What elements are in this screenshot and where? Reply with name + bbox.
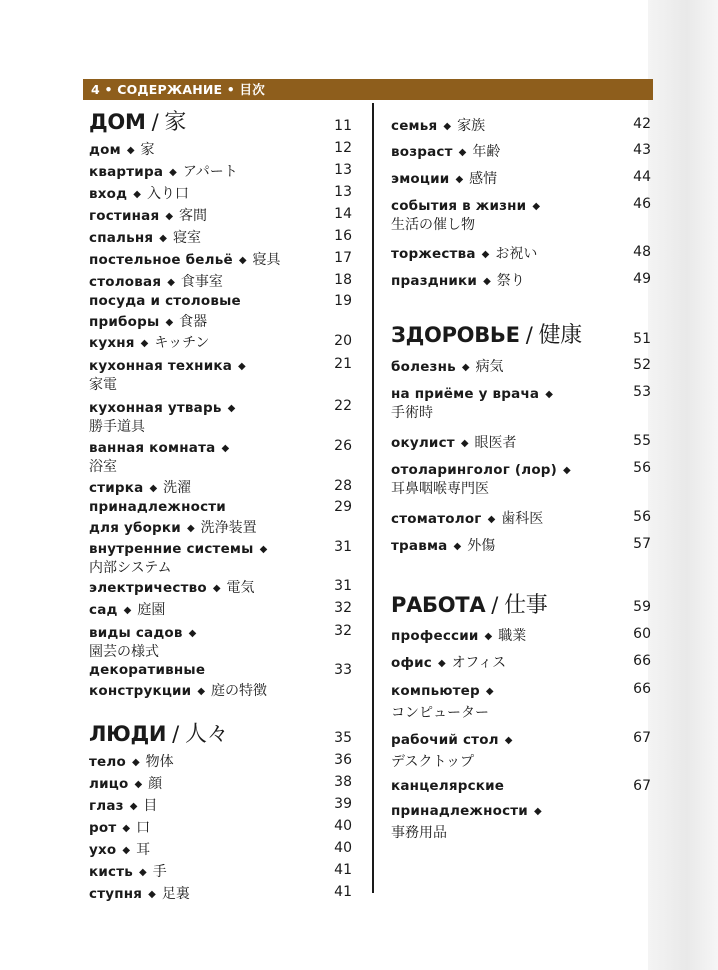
entry-jp: 洗浄装置 — [200, 520, 257, 536]
section-title-ru: ЗДОРОВЬЕ — [391, 323, 520, 347]
entry-page: 17 — [334, 250, 352, 266]
entry-jp: 洗濯 — [163, 480, 192, 496]
diamond-bullet-icon: ◆ — [139, 867, 147, 878]
section-title-slash: / — [151, 110, 159, 134]
entry-term-line2: конструкции — [89, 683, 192, 699]
entry-page: 19 — [334, 293, 352, 309]
entry-page: 42 — [633, 116, 651, 132]
entry-jp: 目 — [143, 798, 158, 814]
toc-entry-r5[interactable] — [391, 270, 525, 291]
entry-term-line2: приборы — [89, 314, 160, 330]
diamond-bullet-icon: ◆ — [123, 605, 132, 616]
entry-page: 13 — [334, 184, 352, 200]
entry-jp: 電気 — [226, 580, 255, 596]
column-divider — [372, 103, 374, 893]
entry-page: 40 — [334, 818, 352, 834]
section-title-jp: 健康 — [538, 323, 582, 348]
entry-page: 31 — [334, 578, 352, 594]
entry-term: принадлежности — [89, 499, 226, 515]
section-title-ru: РАБОТА — [391, 593, 486, 617]
toc-entry-3[interactable] — [89, 205, 207, 226]
section-title-jp: 人々 — [184, 722, 229, 747]
entry-term: декоративные — [89, 662, 206, 678]
entry-term: компьютер — [391, 683, 480, 699]
entry-term: ванная комната — [89, 440, 216, 456]
toc-entry-23[interactable] — [89, 839, 150, 860]
toc-entry-9[interactable] — [89, 355, 252, 395]
entry-term: кухня — [89, 335, 135, 351]
entry-term: глаз — [89, 798, 124, 814]
toc-entry-r0[interactable] — [391, 115, 485, 136]
entry-jp: 年齢 — [472, 144, 501, 160]
entry-jp: 眼医者 — [474, 435, 517, 451]
entry-term: окулист — [391, 435, 455, 451]
toc-entry-2[interactable] — [89, 183, 189, 204]
entry-term: дом — [89, 142, 121, 158]
entry-term: сад — [89, 602, 118, 618]
entry-jp: 足裏 — [161, 886, 190, 902]
entry-page: 33 — [334, 662, 352, 678]
entry-term: ступня — [89, 886, 143, 902]
entry-term: ухо — [89, 842, 117, 858]
entry-page: 12 — [334, 140, 352, 156]
toc-entry-22[interactable] — [89, 817, 150, 838]
diamond-bullet-icon: ◆ — [458, 147, 467, 158]
entry-jp: 手 — [152, 864, 167, 880]
section-title-slash: / — [525, 323, 533, 347]
entry-jp: 園芸の様式 — [89, 644, 159, 660]
entry-term: события в жизни — [391, 198, 527, 214]
entry-page: 57 — [633, 536, 651, 552]
toc-entry-11[interactable] — [89, 437, 235, 477]
entry-term: праздники — [391, 273, 478, 289]
diamond-bullet-icon: ◆ — [129, 801, 138, 812]
entry-term: стирка — [89, 480, 144, 496]
entry-term: торжества — [391, 246, 476, 262]
entry-jp: 事務用品 — [391, 825, 447, 841]
toc-entry-7[interactable] — [89, 292, 241, 332]
entry-term: вход — [89, 186, 128, 202]
entry-page: 53 — [633, 384, 651, 400]
diamond-bullet-icon: ◆ — [455, 174, 464, 185]
entry-term: гостиная — [89, 208, 160, 224]
toc-entry-r6[interactable] — [391, 356, 504, 377]
entry-jp: 物体 — [145, 754, 174, 770]
diamond-bullet-icon: ◆ — [122, 845, 131, 856]
entry-page: 55 — [633, 433, 651, 449]
diamond-bullet-icon: ◆ — [487, 514, 496, 525]
diamond-bullet-icon: ◆ — [461, 362, 470, 373]
diamond-bullet-icon: ◆ — [238, 255, 247, 266]
diamond-bullet-icon: ◆ — [481, 249, 490, 260]
diamond-bullet-icon: ◆ — [545, 389, 553, 400]
entry-page: 41 — [334, 884, 352, 900]
toc-entry-19[interactable] — [89, 751, 174, 772]
toc-entry-20[interactable] — [89, 773, 162, 794]
entry-page: 60 — [633, 626, 651, 642]
header-bar: 4 • СОДЕРЖАНИЕ • 目次 — [83, 79, 653, 100]
page-edge-shadow — [648, 0, 718, 970]
diamond-bullet-icon: ◆ — [437, 658, 446, 669]
diamond-bullet-icon: ◆ — [221, 443, 230, 454]
entry-jp: 浴室 — [89, 459, 117, 475]
diamond-bullet-icon: ◆ — [212, 583, 221, 594]
toc-entry-4[interactable] — [89, 227, 201, 248]
entry-jp: 職業 — [498, 628, 527, 644]
entry-jp: 食器 — [179, 314, 208, 330]
entry-jp: 病気 — [475, 359, 504, 375]
toc-entry-r11[interactable] — [391, 535, 495, 556]
diamond-bullet-icon: ◆ — [133, 189, 141, 200]
entry-term: кухонная утварь — [89, 400, 222, 416]
toc-entry-1[interactable] — [89, 161, 238, 182]
toc-entry-r16[interactable] — [391, 777, 548, 843]
diamond-bullet-icon: ◆ — [126, 145, 135, 156]
diamond-bullet-icon: ◆ — [238, 361, 246, 372]
entry-term: рот — [89, 820, 117, 836]
entry-term: канцелярские — [391, 778, 505, 794]
entry-jp: お祝い — [495, 246, 538, 262]
entry-page: 26 — [334, 438, 352, 454]
entry-term: квартира — [89, 164, 164, 180]
diamond-bullet-icon: ◆ — [167, 277, 175, 288]
section-title-slash: / — [172, 722, 179, 746]
section-page-work: 59 — [633, 599, 651, 615]
entry-jp: 歯科医 — [501, 511, 544, 527]
toc-entry-0[interactable] — [89, 139, 155, 160]
entry-jp: 家 — [140, 142, 155, 158]
toc-entry-15[interactable] — [89, 577, 255, 598]
entry-jp: 入り口 — [146, 186, 189, 202]
toc-entry-r9[interactable] — [391, 459, 577, 499]
entry-term-line2: принадлежности — [391, 803, 528, 819]
entry-page: 52 — [633, 357, 651, 373]
entry-page: 31 — [334, 539, 352, 555]
entry-term: рабочий стол — [391, 732, 499, 748]
entry-jp: キッチン — [154, 335, 210, 351]
section-title-ru: ДОМ — [89, 110, 146, 134]
diamond-bullet-icon: ◆ — [483, 276, 491, 287]
toc-entry-r15[interactable] — [391, 729, 518, 772]
diamond-bullet-icon: ◆ — [165, 211, 174, 222]
section-page-health: 51 — [633, 331, 651, 347]
entry-page: 13 — [334, 162, 352, 178]
entry-term: столовая — [89, 274, 162, 290]
entry-page: 18 — [334, 272, 352, 288]
entry-term: тело — [89, 754, 126, 770]
entry-jp: 顔 — [148, 776, 163, 792]
diamond-bullet-icon: ◆ — [131, 757, 140, 768]
entry-term: семья — [391, 118, 438, 134]
entry-term: кухонная техника — [89, 358, 233, 374]
toc-entry-6[interactable] — [89, 271, 223, 292]
entry-term: стоматолог — [391, 511, 482, 527]
entry-jp: オフィス — [451, 655, 507, 671]
entry-page: 32 — [334, 623, 352, 639]
section-title-health — [391, 322, 582, 349]
entry-page: 22 — [334, 398, 352, 414]
diamond-bullet-icon: ◆ — [485, 686, 494, 697]
entry-page: 32 — [334, 600, 352, 616]
entry-jp: アパート — [182, 164, 238, 180]
entry-jp: デスクトップ — [391, 754, 475, 770]
diamond-bullet-icon: ◆ — [504, 735, 513, 746]
toc-entry-r1[interactable] — [391, 141, 500, 162]
diamond-bullet-icon: ◆ — [134, 779, 143, 790]
section-title-people — [89, 721, 228, 748]
section-title-slash: / — [491, 593, 499, 617]
entry-jp: 生活の催し物 — [391, 217, 475, 233]
diamond-bullet-icon: ◆ — [484, 631, 493, 642]
diamond-bullet-icon: ◆ — [188, 628, 197, 639]
toc-entry-r14[interactable] — [391, 680, 500, 723]
diamond-bullet-icon: ◆ — [148, 889, 156, 900]
entry-term: болезнь — [391, 359, 456, 375]
entry-term: профессии — [391, 628, 479, 644]
entry-page: 66 — [633, 681, 651, 697]
entry-jp: 耳 — [136, 842, 151, 858]
entry-term: травма — [391, 538, 448, 554]
toc-entry-14[interactable] — [89, 538, 273, 578]
entry-jp: 祭り — [496, 273, 525, 289]
entry-jp: 庭の特徴 — [211, 683, 268, 699]
toc-entry-17[interactable] — [89, 622, 202, 662]
entry-term: кисть — [89, 864, 133, 880]
entry-page: 14 — [334, 206, 352, 222]
entry-term: офис — [391, 655, 432, 671]
toc-entry-10[interactable] — [89, 397, 241, 437]
section-page-people: 35 — [334, 730, 352, 746]
diamond-bullet-icon: ◆ — [227, 403, 236, 414]
entry-term: на приёме у врача — [391, 386, 540, 402]
entry-page: 56 — [633, 509, 651, 525]
entry-jp: 家電 — [89, 377, 117, 393]
entry-page: 36 — [334, 752, 352, 768]
entry-jp: 勝手道具 — [89, 419, 145, 435]
entry-term: электричество — [89, 580, 207, 596]
entry-jp: 寝室 — [172, 230, 201, 246]
toc-entry-21[interactable] — [89, 795, 157, 816]
entry-jp: 感情 — [469, 171, 498, 187]
entry-page: 40 — [334, 840, 352, 856]
toc-entry-24[interactable] — [89, 861, 167, 882]
entry-page: 21 — [334, 356, 352, 372]
entry-page: 20 — [334, 333, 352, 349]
toc-entry-18[interactable] — [89, 661, 267, 701]
diamond-bullet-icon: ◆ — [532, 201, 541, 212]
entry-term: виды садов — [89, 625, 183, 641]
diamond-bullet-icon: ◆ — [122, 823, 131, 834]
entry-jp: 寝具 — [252, 252, 281, 268]
toc-entry-r10[interactable] — [391, 508, 543, 529]
entry-page: 28 — [334, 478, 352, 494]
entry-page: 56 — [633, 460, 651, 476]
diamond-bullet-icon: ◆ — [460, 438, 469, 449]
diamond-bullet-icon: ◆ — [197, 686, 206, 697]
toc-entry-16[interactable] — [89, 599, 165, 620]
entry-page: 29 — [334, 499, 352, 515]
entry-jp: コンピューター — [391, 705, 489, 721]
toc-entry-r8[interactable] — [391, 432, 517, 453]
entry-jp: 家族 — [457, 118, 486, 134]
entry-jp: 耳鼻咽喉専門医 — [391, 481, 489, 497]
diamond-bullet-icon: ◆ — [563, 465, 571, 476]
diamond-bullet-icon: ◆ — [186, 523, 195, 534]
entry-term: эмоции — [391, 171, 450, 187]
toc-entry-r2[interactable] — [391, 168, 497, 189]
entry-page: 44 — [633, 169, 651, 185]
entry-page: 16 — [334, 228, 352, 244]
diamond-bullet-icon: ◆ — [149, 483, 158, 494]
toc-entry-13[interactable] — [89, 498, 257, 538]
entry-page: 41 — [334, 862, 352, 878]
section-title-work — [391, 592, 547, 619]
entry-page: 67 — [633, 730, 651, 746]
toc-entry-r13[interactable] — [391, 652, 506, 673]
entry-term: внутренние системы — [89, 541, 254, 557]
diamond-bullet-icon: ◆ — [169, 167, 177, 178]
toc-entry-r4[interactable] — [391, 243, 537, 264]
section-title-ru: ЛЮДИ — [89, 722, 167, 746]
diamond-bullet-icon: ◆ — [165, 317, 174, 328]
entry-jp: 客間 — [179, 208, 208, 224]
section-title-home — [89, 109, 186, 136]
section-title-jp: 家 — [164, 110, 187, 135]
entry-term: возраст — [391, 144, 453, 160]
entry-jp: 手術時 — [391, 405, 433, 421]
diamond-bullet-icon: ◆ — [140, 338, 149, 349]
entry-term: спальня — [89, 230, 154, 246]
entry-page: 48 — [633, 244, 651, 260]
entry-term: лицо — [89, 776, 129, 792]
section-page-home: 11 — [334, 118, 352, 134]
entry-jp: 外傷 — [467, 538, 496, 554]
entry-term-line2: для уборки — [89, 520, 181, 536]
entry-page: 39 — [334, 796, 352, 812]
toc-entry-r3[interactable] — [391, 195, 546, 235]
entry-page: 49 — [633, 271, 651, 287]
entry-term: постельное бельё — [89, 252, 233, 268]
entry-term: отоларинголог (лор) — [391, 462, 558, 478]
diamond-bullet-icon: ◆ — [159, 233, 167, 244]
entry-jp: 食事室 — [180, 274, 223, 290]
diamond-bullet-icon: ◆ — [533, 806, 542, 817]
entry-jp: 庭園 — [137, 602, 166, 618]
entry-page: 67 — [633, 778, 651, 794]
entry-page: 66 — [633, 653, 651, 669]
toc-entry-5[interactable] — [89, 249, 281, 270]
toc-entry-8[interactable] — [89, 332, 209, 353]
toc-entry-r12[interactable] — [391, 625, 526, 646]
entry-page: 38 — [334, 774, 352, 790]
entry-term: посуда и столовые — [89, 293, 241, 309]
entry-page: 43 — [633, 142, 651, 158]
entry-jp: 口 — [136, 820, 151, 836]
toc-entry-r7[interactable] — [391, 383, 559, 423]
entry-page: 46 — [633, 196, 651, 212]
diamond-bullet-icon: ◆ — [259, 544, 268, 555]
toc-entry-25[interactable] — [89, 883, 190, 904]
toc-entry-12[interactable] — [89, 477, 191, 498]
entry-jp: 内部システム — [89, 560, 172, 576]
diamond-bullet-icon: ◆ — [443, 121, 452, 132]
section-title-jp: 仕事 — [504, 593, 548, 618]
diamond-bullet-icon: ◆ — [453, 541, 462, 552]
